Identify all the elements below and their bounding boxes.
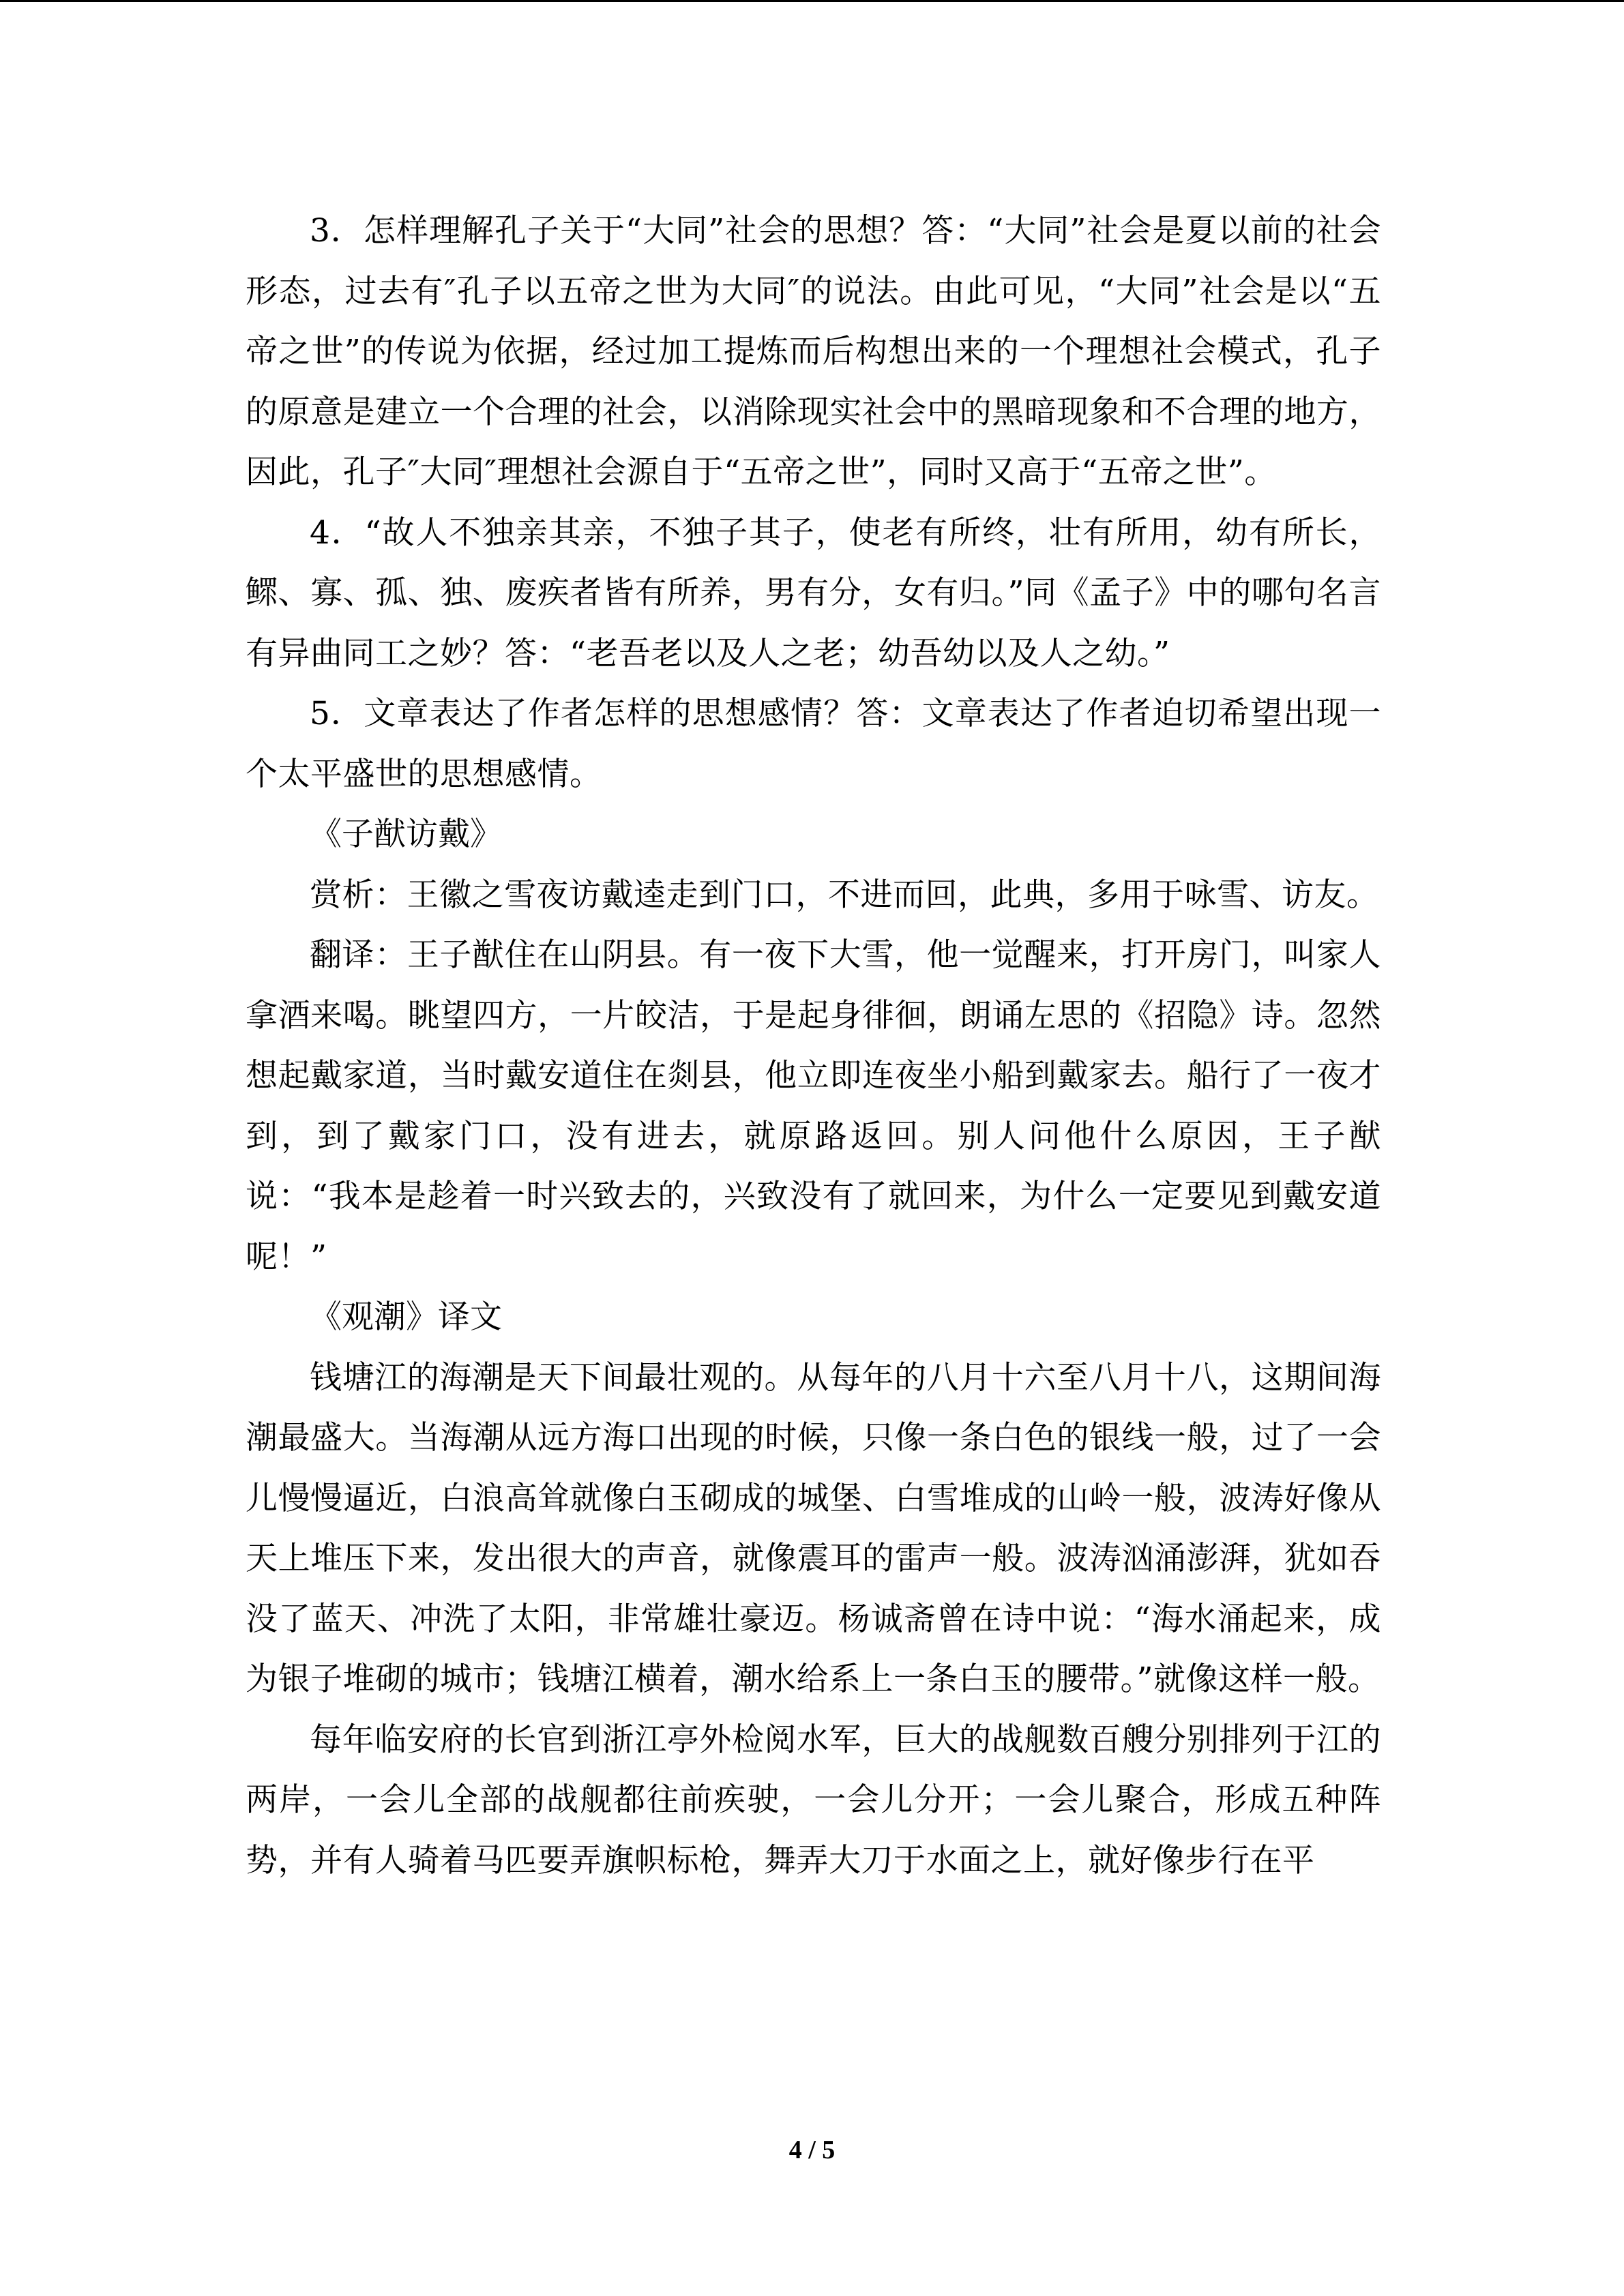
- section-title-zi-you-fang-dai: 《子猷访戴》: [310, 816, 502, 853]
- document-body: [246, 201, 1381, 1891]
- page-number: 4 / 5: [788, 2136, 836, 2164]
- paragraph-translation: 翻译：王子猷住在山阴县。有一夜下大雪，他一觉醒来，打开房门，叫家人拿酒来喝。眺望四方，一片皎洁，于是起身徘徊，朗诵左思的《招隐》诗。忽然想起戴家道，当时戴安道住在剡县，他立即连夜坐小船到戴家去。船行了一夜才到，到了戴家门口，没有进去，就原路返回。别人问他什么原因，王子猷说：“我本是趁着一时兴致去的，兴致没有了就回来，为什么一定要见到戴安道呢！”: [246, 936, 1381, 1276]
- paragraph-tide-description: 钱塘江的海潮是天下间最壮观的。从每年的八月十六至八月十八，这期间海潮最盛大。当海潮从远方海口出现的时候，只像一条白色的银线一般，过了一会儿慢慢逼近，白浪高耸就像白玉砌成的城堡、白雪堆成的山岭一般，波涛好像从天上堆压下来，发出很大的声音，就像震耳的雷声一般。波涛汹涌澎湃，犹如吞没了蓝天、冲洗了太阳，非常雄壮豪迈。杨诚斋曾在诗中说：“海水涌起来，成为银子堆砌的城市；钱塘江横着，潮水给系上一条白玉的腰带。”就像这样一般。: [246, 1358, 1381, 1698]
- paragraph-question-5: 5．文章表达了作者怎样的思想感情？答：文章表达了作者迫切希望出现一个太平盛世的思想感情。: [246, 695, 1381, 793]
- paragraph-question-4: 4．“故人不独亲其亲，不独子其子，使老有所终，壮有所用，幼有所长，鳏、寡、孤、独、废疾者皆有所养，男有分，女有归。”同《孟子》中的哪句名言有异曲同工之妙？答：“老吾老以及人之老；幼吾幼以及人之幼。”: [246, 513, 1381, 672]
- paragraph-question-3: 3．怎样理解孔子关于“大同”社会的思想？答：“大同”社会是夏以前的社会形态，过去有″孔子以五帝之世为大同″的说法。由此可见，“大同”社会是以“五帝之世”的传说为依据，经过加工提炼而后构想出来的一个理想社会模式，孔子的原意是建立一个合理的社会，以消除现实社会中的黑暗现象和不合理的地方，因此，孔子″大同″理想社会源自于“五帝之世”，同时又高于“五帝之世”。: [246, 212, 1381, 491]
- section-title-guan-chao: 《观潮》译文: [310, 1298, 502, 1336]
- paragraph-navy-review: 每年临安府的长官到浙江亭外检阅水军，巨大的战舰数百艘分别排列于江的两岸，一会儿全部的战舰都往前疾驶，一会儿分开；一会儿聚合，形成五种阵势，并有人骑着马匹要弄旗帜标枪，舞弄大刀于水面之上，就好像步行在平: [246, 1720, 1381, 1879]
- top-border-line: [0, 0, 1624, 2]
- paragraph-appreciation: 赏析：王徽之雪夜访戴逵走到门口，不进而回，此典，多用于咏雪、访友。: [310, 876, 1379, 914]
